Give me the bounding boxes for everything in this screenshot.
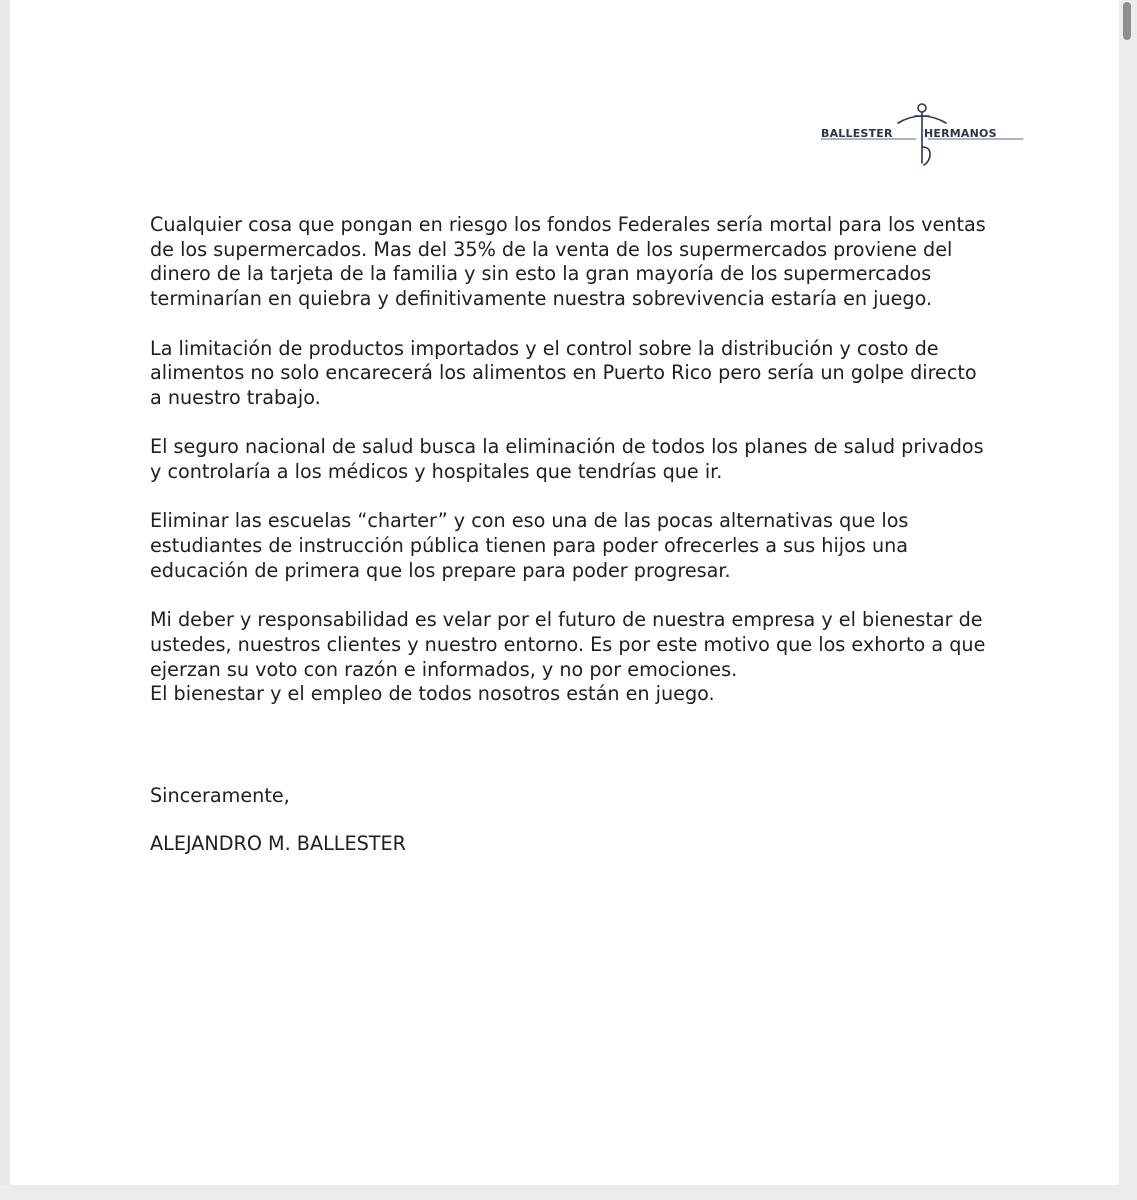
vertical-scrollbar[interactable] <box>1119 0 1137 1200</box>
letter-body <box>150 213 1030 732</box>
letter-paragraph: El seguro nacional de salud busca la eliminación de todos los planes de salud privados y controlaría a los médicos y hospitales que tendrías que ir. <box>150 435 984 483</box>
document-page <box>10 0 1119 1185</box>
viewer-bottom-border <box>0 1185 1137 1200</box>
logo-word-ballester: BALLESTER <box>821 127 893 140</box>
signature-name: ALEJANDRO M. BALLESTER <box>150 832 406 855</box>
logo-word-hermanos: HERMANOS <box>924 127 997 140</box>
letter-paragraph: Cualquier cosa que pongan en riesgo los fondos Federales sería mortal para los ventas de los supermercados. Mas del 35% de la venta de los supermercados proviene del dinero de la tarjeta de la familia y sin esto la gran mayoría de los supermercados terminarían en quiebra y definitivamente nuestra sobrevivencia estaría en juego. <box>150 213 986 311</box>
letter-paragraph: Eliminar las escuelas “charter” y con eso una de las pocas alternativas que los estudiantes de instrucción pública tienen para poder ofrecerles a sus hijos una educación de primera que los prepare para poder progresar. <box>150 509 909 582</box>
scrollbar-thumb[interactable] <box>1123 2 1131 40</box>
letter-paragraph: Mi deber y responsabilidad es velar por el futuro de nuestra empresa y el bienestar de ustedes, nuestros clientes y nuestro entorno. Es por este motivo que los exhorto a que ejerzan su voto con razón e informados, y no por emociones. El bienestar y el empleo de todos nosotros están en juego. <box>150 608 986 706</box>
letter-closing: Sinceramente, <box>150 784 290 807</box>
viewer-left-border <box>0 0 10 1200</box>
letter-paragraph: La limitación de productos importados y el control sobre la distribución y costo de alimentos no solo encarecerá los alimentos en Puerto Rico pero sería un golpe directo a nuestro trabajo. <box>150 336 977 409</box>
company-logo <box>816 101 1030 177</box>
